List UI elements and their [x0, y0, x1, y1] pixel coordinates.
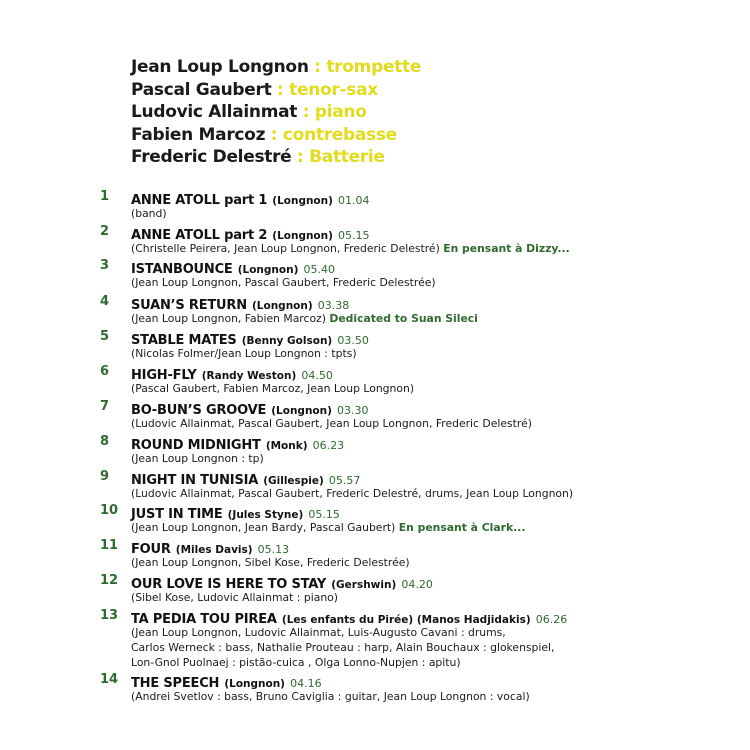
track-duration: 05.15 [308, 508, 340, 521]
track-composer: (Longnon) [224, 678, 285, 690]
track-personnel [131, 381, 414, 396]
track-title: ISTANBOUNCE [131, 262, 233, 277]
track-title: OUR LOVE IS HERE TO STAY [131, 577, 327, 592]
track-composer: (Miles Davis) [175, 544, 253, 556]
track-composer: (Jules Styne) [227, 509, 304, 521]
personnel-text: (Jean Loup Longnon : tp) [131, 452, 264, 465]
personnel-text: (Andrei Svetlov : bass, Bruno Caviglia : guitar, Jean Loup Longnon : vocal) [131, 690, 530, 703]
personnel-text: (Jean Loup Longnon, Sibel Kose, Frederic Delestrée) [131, 556, 410, 569]
track-duration: 03.38 [317, 299, 350, 312]
personnel-line [131, 241, 570, 256]
track-note: Dedicated to Suan Sileci [329, 312, 478, 325]
track-title: THE SPEECH [131, 676, 220, 691]
track-note: En pensant à Dizzy... [443, 242, 570, 255]
track-duration: 04.16 [290, 677, 322, 690]
track-number: 7 [100, 399, 110, 414]
personnel-text: (Jean Loup Longnon, Ludovic Allainmat, Luis-Augusto Cavani : drums, [131, 626, 506, 639]
track-number: 11 [100, 538, 119, 553]
track-duration: 05.40 [303, 263, 335, 276]
personnel-line [131, 655, 554, 670]
track-personnel [131, 206, 167, 221]
personnel-line [131, 486, 573, 501]
personnel-text: (Pascal Gaubert, Fabien Marcoz, Jean Loup Longnon) [131, 382, 415, 395]
track-duration: 04.20 [401, 578, 433, 591]
personnel-line [131, 206, 167, 221]
personnel-line [131, 689, 530, 704]
musician-role: : piano [297, 102, 367, 122]
track-composer: (Longnon) [237, 264, 299, 276]
personnel-text: (Nicolas Folmer/Jean Loup Longnon : tpts) [131, 347, 357, 360]
track-personnel [131, 625, 554, 670]
track-number: 3 [100, 258, 110, 273]
track-number: 5 [100, 329, 110, 344]
track-title: SUAN’S RETURN [131, 298, 247, 313]
personnel-text: (Christelle Peirera, Jean Loup Longnon, Frederic Delestré) [131, 242, 440, 255]
musician-role: : contrebasse [265, 124, 397, 145]
musician-role: : tenor-sax [271, 79, 378, 100]
personnel-text: (Ludovic Allainmat, Pascal Gaubert, Jean Loup Longnon, Frederic Delestré) [131, 417, 532, 430]
track-composer: (Longnon) [271, 405, 332, 417]
musician-name: Ludovic Allainmat [131, 102, 298, 122]
musician-name: Jean Loup Longnon [131, 57, 309, 77]
track-composer: (Longnon) [272, 230, 333, 242]
personnel-text: (Ludovic Allainmat, Pascal Gaubert, Frederic Delestré, drums, Jean Loup Longnon) [131, 487, 574, 500]
track-composer: (Les enfants du Pirée) (Manos Hadjidakis) [281, 614, 531, 626]
personnel-text: Lon-Gnol Puolnaej : pistão-cuica , Olga Lonno-Nupjen : apitu) [131, 656, 461, 669]
track-title: STABLE MATES [131, 333, 237, 348]
musician-name: Pascal Gaubert [131, 79, 272, 100]
personnel-line [131, 555, 410, 570]
track-personnel [131, 555, 410, 570]
track-number: 2 [100, 224, 110, 239]
track-title: HIGH-FLY [131, 368, 197, 383]
track-number: 10 [100, 503, 119, 518]
track-title: BO-BUN’S GROOVE [131, 403, 267, 418]
personnel-line [131, 520, 525, 535]
track-number: 4 [100, 294, 110, 309]
personnel-line [131, 381, 414, 396]
track-title: JUST IN TIME [131, 507, 223, 522]
personnel-line [131, 416, 532, 431]
personnel-line [131, 346, 357, 361]
track-title: NIGHT IN TUNISIA [131, 473, 259, 488]
track-title: FOUR [131, 542, 171, 557]
track-personnel [131, 590, 338, 605]
track-note: En pensant à Clark... [398, 521, 526, 534]
musician-name: Fabien Marcoz [131, 124, 266, 145]
track-composer: (Gillespie) [263, 475, 324, 487]
track-duration: 05.15 [338, 229, 370, 242]
personnel-line [131, 451, 264, 466]
track-duration: 01.04 [338, 194, 370, 207]
track-title: ROUND MIDNIGHT [131, 438, 261, 453]
personnel-line [131, 640, 554, 655]
personnel-text: (Jean Loup Longnon, Jean Bardy, Pascal Gaubert) [131, 521, 396, 534]
track-heading [131, 189, 370, 208]
track-composer: (Benny Golson) [241, 335, 333, 347]
track-number: 6 [100, 364, 110, 379]
track-personnel [131, 416, 532, 431]
track-number: 8 [100, 434, 110, 449]
track-number: 12 [100, 573, 119, 588]
track-title: ANNE ATOLL part 2 [131, 228, 268, 243]
track-title: TA PEDIA TOU PIREA [131, 612, 277, 627]
track-personnel [131, 486, 573, 501]
musician-name: Frederic Delestré [131, 147, 292, 167]
track-duration: 03.50 [337, 334, 369, 347]
track-composer: (Longnon) [272, 195, 333, 207]
track-title: ANNE ATOLL part 1 [131, 193, 268, 208]
track-number: 1 [100, 189, 110, 204]
track-personnel [131, 241, 570, 256]
track-personnel [131, 520, 525, 535]
personnel-line [131, 275, 436, 290]
track-composer: (Longnon) [252, 300, 313, 312]
personnel-text: (Jean Loup Longnon, Fabien Marcoz) [131, 312, 326, 325]
track-number: 9 [100, 469, 110, 484]
track-number: 14 [100, 672, 119, 687]
track-duration: 06.23 [312, 439, 345, 452]
track-personnel [131, 346, 357, 361]
track-composer: (Randy Weston) [201, 370, 297, 382]
musician-role: : Batterie [291, 147, 385, 167]
personnel-line [131, 625, 554, 640]
track-number: 13 [100, 608, 119, 623]
track-personnel [131, 311, 478, 326]
track-duration: 05.57 [328, 474, 361, 487]
track-duration: 06.26 [535, 613, 568, 626]
track-duration: 04.50 [301, 369, 333, 382]
personnel-line [131, 311, 478, 326]
track-personnel [131, 275, 436, 290]
track-composer: (Monk) [265, 440, 308, 452]
track-personnel [131, 451, 264, 466]
musician-role: : trompette [308, 57, 422, 77]
personnel-text: (band) [131, 207, 167, 220]
track-composer: (Gershwin) [331, 579, 397, 591]
personnel-text: Carlos Werneck : bass, Nathalie Prouteau : harp, Alain Bouchaux : glokenspiel, [131, 641, 555, 654]
personnel-text: (Sibel Kose, Ludovic Allainmat : piano) [131, 591, 339, 604]
track-duration: 03.30 [337, 404, 369, 417]
personnel-text: (Jean Loup Longnon, Pascal Gaubert, Frederic Delestrée) [131, 276, 436, 289]
personnel-line [131, 590, 338, 605]
track-duration: 05.13 [257, 543, 290, 556]
track-personnel [131, 689, 530, 704]
